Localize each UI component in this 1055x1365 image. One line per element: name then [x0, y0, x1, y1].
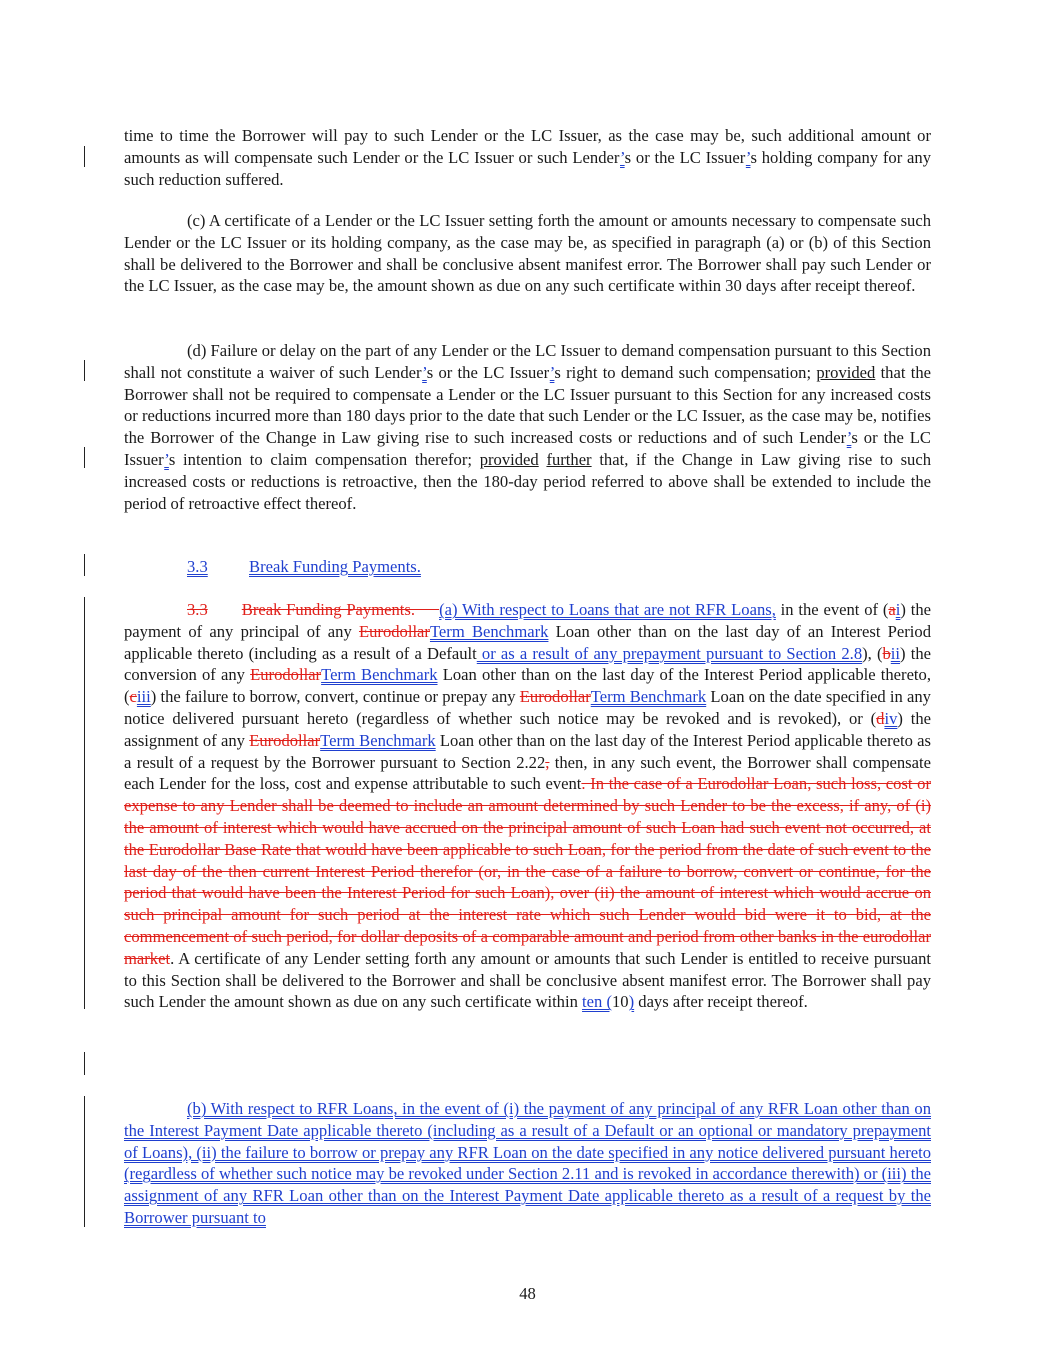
text: Loan on the date specified in any notice delivered pursuant hereto (regardless of whether such notice may be revoked and is revoked), or ( [124, 687, 931, 728]
text: s or the LC Issuer [124, 428, 932, 469]
deleted-tab [415, 600, 439, 619]
text: ) the payment of any principal of any [124, 600, 932, 641]
deleted-text: Eurodollar [519, 687, 591, 707]
inserted-apostrophe: ’ [620, 147, 625, 167]
inserted-text: Term Benchmark [590, 687, 707, 707]
deleted-passage: . In the case of a Eurodollar Loan, such loss, cost or expense to any Lender shall be deemed to include an amount determined by such Lender to be the excess, if any, of (i) the amount of interest which would have accrued on the principal amount of such Loan had such event not occurred, at the Eurodollar Base Rate that would have been applicable to such Loan, for the period from the date of such event to the last day of the then current Interest Period therefor (or, in the case of a failure to borrow, convert or continue, for the period that would have been the Interest Period for such Loan), over (ii) the amount of interest which would accrue on such principal amount for such period at the interest rate which such Lender would bid were it to bid, at the commencement of such period, for dollar deposits of a comparable amount and period from other banks in the eurodollar market [124, 774, 932, 968]
text: ) the assignment of any [124, 708, 931, 750]
provided-term: provided [816, 362, 876, 382]
text: then, in any such event, the Borrower shall compensate each Lender for the loss, cost and expense attributable to such event [124, 752, 931, 794]
text: ), ( [862, 643, 883, 663]
text: s or the LC Issuer [624, 147, 746, 167]
inserted-clause-a: (a) With respect to Loans that are not RFR Loans, [439, 600, 776, 619]
text: s or the LC Issuer [426, 362, 550, 382]
text: in the event of ( [775, 600, 889, 619]
inserted-text: Term Benchmark [321, 665, 438, 685]
inserted-apostrophe: ’ [422, 362, 427, 382]
paragraph-continuation [124, 125, 931, 190]
text: (d) Failure or delay on the part of any Lender or the LC Issuer to demand compensation pursuant to this Section shall not constitute a waiver of such Lender [124, 341, 931, 382]
inserted-text: or as a result of any prepayment pursuant to Section 2.8 [476, 643, 863, 663]
deleted-text: d [876, 708, 885, 728]
text: time to time the Borrower will pay to such Lender or the LC Issuer, as the case may be, such additional amount or amounts as will compensate such Lender or the LC Issuer or such Lender [124, 126, 931, 167]
change-bar [84, 1096, 85, 1227]
inserted-apostrophe: ’ [745, 147, 751, 167]
text: ) the failure to borrow, convert, continue or prepay any [150, 687, 520, 707]
deleted-section-number: 3.3 [187, 600, 208, 619]
change-bar [84, 360, 85, 381]
deleted-text: Eurodollar [358, 621, 430, 641]
change-bar [84, 146, 85, 167]
deleted-text: Eurodollar [249, 730, 321, 750]
change-bar [84, 447, 85, 468]
paragraph-3-3-a [124, 599, 931, 1013]
text: days after receipt thereof. [634, 992, 808, 1012]
inserted-apostrophe: ’ [549, 362, 555, 382]
page-number: 48 [519, 1284, 536, 1303]
section-title: Break Funding Payments. [249, 557, 421, 576]
further-term: further [546, 449, 592, 469]
change-bar [84, 554, 85, 576]
inserted-text: i [895, 600, 901, 619]
inserted-apostrophe: ’ [164, 449, 169, 469]
text: s right to demand such compensation; [554, 362, 817, 382]
section-heading [124, 556, 931, 578]
inserted-paragraph-b: (b) With respect to RFR Loans, in the event of (i) the payment of any principal of any RFR Loan other than on the Interest Payment Date applicable thereto (including as a result of a Default or an optional or mandatory prepayment of Loans), (ii) the failure to borrow or prepay any RFR Loan on the date specified in any notice delivered pursuant hereto (regardless of whether such notice may be revoked under Section 2.11 and is revoked in accordance therewith) or (iii) the assignment of any RFR Loan other than on the Interest Payment Date applicable thereto as a result of a request by the Borrower pursuant to [124, 1099, 931, 1227]
inserted-text: iv [884, 708, 898, 728]
paragraph-c [124, 210, 931, 297]
change-bar [84, 1052, 85, 1075]
text: that the Borrower shall not be required to compensate a Lender or the LC Issuer pursuant to this Section for any increased costs or reductions incurred more than 180 days prior to the date that such Lender or the LC Issuer, as the case may be, notifies the Borrower of the Change in Law giving rise to such increased costs or reductions and of such Lender [124, 362, 931, 448]
text: Loan other than on the last day of an Interest Period applicable thereto (including as a result of a Default [124, 621, 931, 663]
inserted-text: Term Benchmark [320, 730, 436, 750]
change-bar [84, 597, 85, 1009]
deleted-text: c [129, 687, 137, 707]
inserted-text: Term Benchmark [429, 621, 549, 641]
deleted-section-title: Break Funding Payments. [241, 600, 415, 619]
text: . A certificate of any Lender setting forth any amount or amounts that such Lender is entitled to receive pursuant to this Section shall be delivered to the Borrower and shall be conclusive absent manifest error. The Borrower shall pay such Lender the amount shown as due on any such certificate within [124, 948, 931, 1012]
text: ) the conversion of any [124, 643, 931, 685]
deleted-text: , [545, 752, 550, 772]
inserted-apostrophe: ’ [846, 428, 852, 448]
paragraph-b [124, 1098, 931, 1229]
paragraph-d [124, 340, 931, 514]
text: Loan other than on the last day of the Interest Period applicable thereto as a result of a request by the Borrower pursuant to Section 2.22 [124, 730, 931, 772]
provided-term: provided [479, 449, 539, 469]
deleted-text: b [882, 643, 891, 663]
deleted-text: Eurodollar [250, 665, 322, 685]
inserted-text: ten ( [582, 992, 612, 1012]
paragraph-c-text: (c) A certificate of a Lender or the LC Issuer setting forth the amount or amounts necessary to compensate such Lender or the LC Issuer or its holding company, as the case may be, as specified in paragraph (a) or (b) of this Section shall be delivered to the Borrower and shall be conclusive absent manifest error. The Borrower shall pay such Lender or the LC Issuer, as the case may be, the amount shown as due on any such certificate within 30 days after receipt thereof. [124, 211, 931, 296]
inserted-text: iii [136, 687, 151, 707]
section-number: 3.3 [187, 557, 208, 576]
text: 10 [612, 992, 629, 1012]
text: that, if the Change in Law giving rise to such increased costs or reductions is retroactive, then the 180-day period referred to above shall be extended to include the period of retroactive effect thereof. [124, 449, 931, 513]
deleted-text: a [888, 600, 896, 619]
text: s holding company for any such reduction suffered. [124, 147, 931, 189]
inserted-text: ) [628, 992, 635, 1012]
text: s intention to claim compensation therefor; [168, 449, 480, 469]
inserted-text: ii [890, 643, 901, 663]
text: Loan other than on the last day of the Interest Period applicable thereto, ( [124, 665, 931, 707]
